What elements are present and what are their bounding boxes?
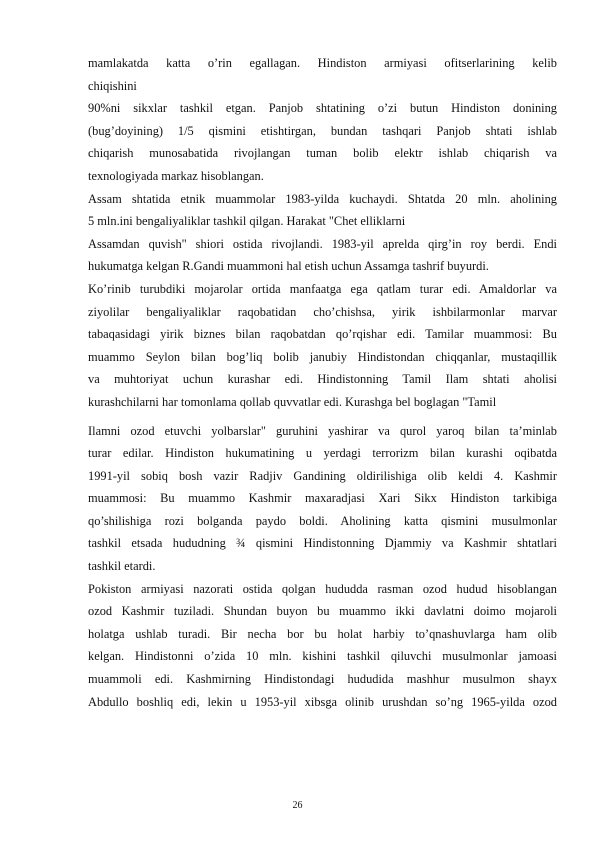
text-line: 1991-yil sobiq bosh vazir Radjiv Gandining oldirilishiga olib keldi 4. Kashmir [88,468,557,483]
text-line: Pokiston armiyasi nazorati ostida qolgan hududda rasman ozod hudud hisoblangan [88,581,557,596]
document-body [88,52,557,713]
text-line: Assam shtatida etnik muammolar 1983-yilda kuchaydi. Shtatda 20 mln. aholining [88,191,557,206]
text-line: mamlakatda katta o’rin egallagan. Hindiston armiyasi ofitserlarining kelib [88,56,557,70]
text-line: qo’shilishiga rozi bolganda paydo boldi. Aholining katta qismini musulmonlar [88,513,557,528]
text-line: tashkil etsada hududning ¾ qismini Hindistonning Djammiy va Kashmir shtatlari [88,536,557,551]
text-line: hukumatga kelgan R.Gandi muammoni hal etish uchun Assamga tashrif buyurdi. [88,259,489,274]
text-line: texnologiyada markaz hisoblangan. [88,168,264,183]
text-line: chiqishini [88,78,137,93]
text-line: kelgan. Hindistonni o’zida 10 mln. kishini tashkil qiluvchi musulmonlar jamoasi [88,649,557,664]
text-line: muammosi: Bu muammo Kashmir maxaradjasi Xari Sikx Hindiston tarkibiga [88,491,557,506]
text-line: Assamdan quvish" shiori ostida rivojlandi. 1983-yil aprelda qirg’in roy berdi. Endi [88,236,557,251]
text-line: turar edilar. Hindiston hukumatining u yerdagi terrorizm bilan kurashi oqibatda [88,446,557,461]
text-line: ozod Kashmir tuziladi. Shundan buyon bu muammo ikki davlatni doimo mojaroli [88,604,557,619]
text-line: ziyolilar bengaliyaliklar raqobatidan cho’chishsa, yirik ishbilarmonlar marvar [88,304,557,319]
text-line: tabaqasidagi yirik biznes bilan raqobatdan qo’rqishar edi. Tamilar muammosi: Bu [88,327,557,342]
text-line: 5 mln.ini bengaliyaliklar tashkil qilgan. Harakat "Chet elliklarni [88,214,406,229]
text-line: kurashchilarni har tomonlama qollab quvvatlar edi. Kurashga bel boglagan "Tamil [88,394,497,409]
text-line: muammo Seylon bilan bog’liq bolib janubiy Hindistondan chiqqanlar, mustaqillik [88,349,557,364]
text-line: va muhtoriyat uchun kurashar edi. Hindistonning Tamil Ilam shtati aholisi [88,372,557,387]
text-line: (bug’doyining) 1/5 qismini etishtirgan, bundan tashqari Panjob shtati ishlab [88,123,557,138]
text-line: Ilamni ozod etuvchi yolbarslar" guruhini yashirar va qurol yaroq bilan ta’minlab [88,423,557,438]
text-line: holatga ushlab turadi. Bir necha bor bu holat harbiy to’qnashuvlarga ham olib [88,626,557,641]
text-line: chiqarish munosabatida rivojlangan tuman bolib elektr ishlab chiqarish va [88,146,557,161]
text-line: Abdullo boshliq edi, lekin u 1953-yil xibsga olinib urushdan so’ng 1965-yilda ozod [88,694,557,709]
text-line: Ko’rinib turubdiki mojarolar ortida manfaatga ega qatlam turar edi. Amaldorlar va [88,281,557,296]
text-line: 90%ni sikxlar tashkil etgan. Panjob shtatining o’zi butun Hindiston donining [88,101,557,116]
text-line: muammoli edi. Kashmirning Hindistondagi hududida mashhur musulmon shayx [88,672,557,687]
text-line: tashkil etardi. [88,559,156,574]
page-number: 26 [292,800,303,811]
